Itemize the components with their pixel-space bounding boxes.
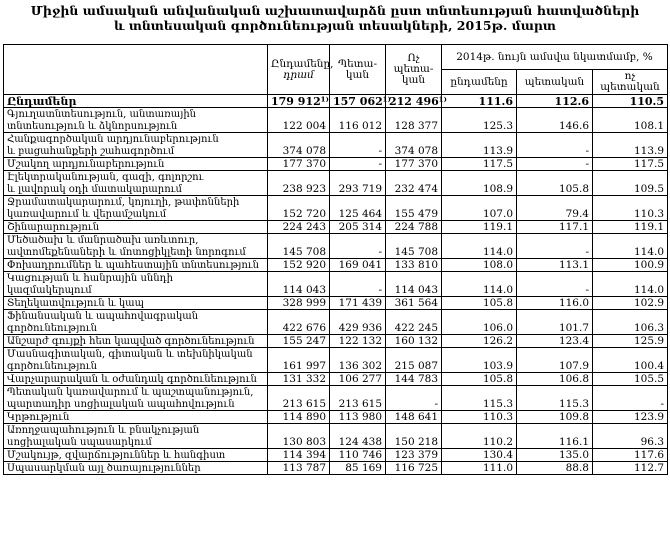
cell-p-total: 115.3 <box>442 386 517 411</box>
row-label-line: Էլեկտրականության, գազի, գոլորշու <box>7 172 204 183</box>
row-label <box>4 373 268 386</box>
row-label-line: և լավորակ օդի մատակարարում <box>7 183 182 195</box>
row-label-line: Ֆինանսական և ապահովագրական <box>7 311 199 322</box>
row-label <box>4 386 268 411</box>
cell-p-total: 105.8 <box>442 297 517 310</box>
subheader-state: պետական <box>517 70 593 95</box>
row-label <box>4 196 268 221</box>
table-row <box>4 171 668 196</box>
cell-state: 122 132 <box>330 335 386 348</box>
row-label-line: Ընդամենը <box>7 94 77 108</box>
subheader-nonstate: ոչ պետական <box>593 70 668 95</box>
cell-total: 122 004 <box>268 108 330 133</box>
row-label-line: Վարչարարական և օժանդակ գործունեություն <box>7 373 257 385</box>
page-title <box>0 0 670 40</box>
row-label-line: գործունեություն <box>7 360 97 372</box>
row-label-line: Կացության և հանրային սննդի <box>7 273 173 284</box>
cell-p-state: 109.8 <box>517 411 593 424</box>
cell-nonstate: 422 245 <box>386 310 442 335</box>
cell-p-nonstate: 117.6 <box>593 449 668 462</box>
cell-total: 177 370 <box>268 158 330 171</box>
cell-p-total: 114.0 <box>442 234 517 259</box>
cell-total: 179 912¹⁾ <box>268 95 330 108</box>
cell-nonstate: - <box>386 386 442 411</box>
row-label-line: և բացահանքերի շահագործում <box>7 145 175 157</box>
row-label <box>4 158 268 171</box>
cell-total: 238 923 <box>268 171 330 196</box>
table-row <box>4 272 668 297</box>
row-label-line: ավտոմեքենաների և մոտոցիկլետի նորոգում <box>7 246 246 258</box>
cell-p-state: 105.8 <box>517 171 593 196</box>
table-row <box>4 158 668 171</box>
cell-total: 224 243 <box>268 221 330 234</box>
cell-nonstate: 374 078 <box>386 133 442 158</box>
cell-state: 213 615 <box>330 386 386 411</box>
cell-p-state: 123.4 <box>517 335 593 348</box>
cell-p-state: 113.1 <box>517 259 593 272</box>
cell-state: 110 746 <box>330 449 386 462</box>
cell-nonstate: 224 788 <box>386 221 442 234</box>
table-row <box>4 373 668 386</box>
header-nonstate: Ոչ պետա- կան <box>386 45 442 95</box>
row-label-line: կառավարում և վերամշակում <box>7 208 167 220</box>
cell-p-total: 110.3 <box>442 411 517 424</box>
cell-p-nonstate: 108.1 <box>593 108 668 133</box>
cell-p-nonstate: 112.7 <box>593 462 668 475</box>
table-row <box>4 424 668 449</box>
title-line-2: և տնտեսական գործունեության տեսակների, 2015թ. մարտ <box>114 18 556 33</box>
cell-p-state: - <box>517 158 593 171</box>
cell-p-total: 108.0 <box>442 259 517 272</box>
row-label <box>4 424 268 449</box>
cell-p-nonstate: 114.0 <box>593 234 668 259</box>
title-line-1: Միջին ամսական անվանական աշխատավարձն ըստ տնտեսության հատվածների <box>30 3 640 18</box>
cell-nonstate: 155 479 <box>386 196 442 221</box>
row-label-line: Մշակող արդյունաբերություն <box>7 158 165 170</box>
cell-p-total: 107.0 <box>442 196 517 221</box>
cell-p-nonstate: 117.5 <box>593 158 668 171</box>
cell-nonstate: 116 725 <box>386 462 442 475</box>
cell-total: 155 247 <box>268 335 330 348</box>
cell-state: 429 936 <box>330 310 386 335</box>
cell-p-total: 130.4 <box>442 449 517 462</box>
cell-nonstate: 212 496¹⁾ <box>386 95 442 108</box>
cell-total: 130 803 <box>268 424 330 449</box>
cell-state: 136 302 <box>330 348 386 373</box>
cell-nonstate: 177 370 <box>386 158 442 171</box>
cell-state: 171 439 <box>330 297 386 310</box>
cell-p-total: 119.1 <box>442 221 517 234</box>
row-label <box>4 108 268 133</box>
cell-nonstate: 145 708 <box>386 234 442 259</box>
cell-total: 152 720 <box>268 196 330 221</box>
cell-state: 125 464 <box>330 196 386 221</box>
cell-nonstate: 144 783 <box>386 373 442 386</box>
table-row <box>4 234 668 259</box>
cell-state: 293 719 <box>330 171 386 196</box>
row-label <box>4 171 268 196</box>
row-label <box>4 259 268 272</box>
cell-nonstate: 148 641 <box>386 411 442 424</box>
cell-total: 114 043 <box>268 272 330 297</box>
table-row <box>4 449 668 462</box>
cell-p-state: - <box>517 272 593 297</box>
cell-p-nonstate: 102.9 <box>593 297 668 310</box>
table-row <box>4 411 668 424</box>
cell-p-state: 115.3 <box>517 386 593 411</box>
cell-p-total: 114.0 <box>442 272 517 297</box>
cell-p-total: 106.0 <box>442 310 517 335</box>
table-row <box>4 310 668 335</box>
table-row-total <box>4 95 668 108</box>
cell-total: 114 890 <box>268 411 330 424</box>
cell-state: - <box>330 133 386 158</box>
cell-p-state: 107.9 <box>517 348 593 373</box>
row-label-line: Հանքագործական արդյունաբերություն <box>7 134 219 145</box>
row-label-line: Մասնագիտական, գիտական և տեխնիկական <box>7 349 253 360</box>
row-label-line: Առողջապահություն և բնակչության <box>7 425 200 436</box>
header-total: Ընդամենը, դրամ <box>268 45 330 95</box>
cell-p-state: 135.0 <box>517 449 593 462</box>
row-label <box>4 449 268 462</box>
cell-nonstate: 123 379 <box>386 449 442 462</box>
cell-p-total: 126.2 <box>442 335 517 348</box>
row-label-line: պարտադիր սոցիալական ապահովություն <box>7 398 235 410</box>
cell-p-state: 146.6 <box>517 108 593 133</box>
table-header <box>4 45 668 95</box>
cell-p-nonstate: 106.3 <box>593 310 668 335</box>
row-label <box>4 95 268 108</box>
cell-total: 328 999 <box>268 297 330 310</box>
cell-p-total: 111.0 <box>442 462 517 475</box>
cell-state: 106 277 <box>330 373 386 386</box>
cell-p-total: 105.8 <box>442 373 517 386</box>
cell-p-nonstate: 119.1 <box>593 221 668 234</box>
cell-p-total: 103.9 <box>442 348 517 373</box>
row-label <box>4 411 268 424</box>
cell-p-nonstate: 110.3 <box>593 196 668 221</box>
cell-total: 113 787 <box>268 462 330 475</box>
wage-table <box>3 44 668 475</box>
table-row <box>4 462 668 475</box>
row-label-line: սոցիալական սպասարկում <box>7 436 152 448</box>
row-label-line: տնտեսություն և ձկնորսություն <box>7 120 178 132</box>
cell-p-nonstate: 100.4 <box>593 348 668 373</box>
row-label <box>4 234 268 259</box>
cell-p-state: 101.7 <box>517 310 593 335</box>
header-activity <box>4 45 268 95</box>
row-label <box>4 348 268 373</box>
cell-p-nonstate: - <box>593 386 668 411</box>
cell-p-nonstate: 114.0 <box>593 272 668 297</box>
cell-state: 205 314 <box>330 221 386 234</box>
cell-state: 113 980 <box>330 411 386 424</box>
cell-p-state: 116.0 <box>517 297 593 310</box>
row-label-line: Անշարժ գույքի հետ կապված գործունեություն <box>7 335 255 347</box>
cell-p-nonstate: 100.9 <box>593 259 668 272</box>
cell-state: 169 041 <box>330 259 386 272</box>
table-row <box>4 297 668 310</box>
table-row <box>4 221 668 234</box>
cell-p-state: 112.6 <box>517 95 593 108</box>
table-row <box>4 196 668 221</box>
cell-p-nonstate: 96.3 <box>593 424 668 449</box>
cell-p-state: 88.8 <box>517 462 593 475</box>
cell-p-total: 125.3 <box>442 108 517 133</box>
row-label-line: Սպասարկման այլ ծառայություններ <box>7 462 201 474</box>
cell-total: 422 676 <box>268 310 330 335</box>
cell-p-state: 79.4 <box>517 196 593 221</box>
cell-p-nonstate: 113.9 <box>593 133 668 158</box>
cell-state: 85 169 <box>330 462 386 475</box>
cell-nonstate: 361 564 <box>386 297 442 310</box>
row-label <box>4 221 268 234</box>
table-row <box>4 348 668 373</box>
cell-p-nonstate: 110.5 <box>593 95 668 108</box>
subheader-total: ընդամենը <box>442 70 517 95</box>
row-label-line: Ջրամատակարարում, կոյուղի, թափոնների <box>7 197 240 208</box>
cell-total: 213 615 <box>268 386 330 411</box>
row-label-line: Շինարարություն <box>7 221 100 233</box>
row-label <box>4 310 268 335</box>
header-state: Պետա- կան <box>330 45 386 95</box>
cell-p-total: 108.9 <box>442 171 517 196</box>
row-label-line: Մշակույթ, զվարճություններ և հանգիստ <box>7 449 226 461</box>
cell-total: 131 332 <box>268 373 330 386</box>
row-label <box>4 297 268 310</box>
table-row <box>4 108 668 133</box>
table-row <box>4 133 668 158</box>
cell-nonstate: 215 087 <box>386 348 442 373</box>
cell-nonstate: 114 043 <box>386 272 442 297</box>
row-label-line: Կրթություն <box>7 411 70 423</box>
cell-p-nonstate: 109.5 <box>593 171 668 196</box>
cell-p-total: 117.5 <box>442 158 517 171</box>
row-label <box>4 335 268 348</box>
cell-nonstate: 232 474 <box>386 171 442 196</box>
row-label-line: Պետական կառավարում և պաշտպանություն, <box>7 387 254 398</box>
row-label-line: Մեծածախ և մանրածախ առևտուր, <box>7 235 199 246</box>
cell-total: 152 920 <box>268 259 330 272</box>
cell-nonstate: 150 218 <box>386 424 442 449</box>
cell-state: 116 012 <box>330 108 386 133</box>
cell-p-total: 110.2 <box>442 424 517 449</box>
header-2014-group: 2014թ. նույն ամսվա նկատմամբ, % <box>442 45 668 70</box>
cell-state: 124 438 <box>330 424 386 449</box>
cell-total: 145 708 <box>268 234 330 259</box>
cell-total: 114 394 <box>268 449 330 462</box>
cell-nonstate: 160 132 <box>386 335 442 348</box>
row-label-line: Փոխադրումներ և պահեստային տնտեսություն <box>7 259 260 271</box>
table-row <box>4 335 668 348</box>
table-body <box>4 95 668 475</box>
row-label-line: Տեղեկատվություն և կապ <box>7 297 145 309</box>
cell-p-total: 111.6 <box>442 95 517 108</box>
cell-p-state: 117.1 <box>517 221 593 234</box>
cell-total: 161 997 <box>268 348 330 373</box>
cell-p-nonstate: 125.9 <box>593 335 668 348</box>
cell-p-state: 106.8 <box>517 373 593 386</box>
cell-p-nonstate: 123.9 <box>593 411 668 424</box>
cell-state: 157 062¹⁾ <box>330 95 386 108</box>
row-label-line: կազմակերպում <box>7 284 92 296</box>
row-label <box>4 272 268 297</box>
cell-p-state: - <box>517 133 593 158</box>
cell-p-total: 113.9 <box>442 133 517 158</box>
cell-nonstate: 133 810 <box>386 259 442 272</box>
cell-p-state: - <box>517 234 593 259</box>
cell-nonstate: 128 377 <box>386 108 442 133</box>
row-label <box>4 462 268 475</box>
cell-p-nonstate: 105.5 <box>593 373 668 386</box>
row-label-line: Գյուղատնտեսություն, անտառային <box>7 109 197 120</box>
cell-state: - <box>330 234 386 259</box>
cell-total: 374 078 <box>268 133 330 158</box>
cell-state: - <box>330 158 386 171</box>
table-row <box>4 386 668 411</box>
cell-state: - <box>330 272 386 297</box>
table-row <box>4 259 668 272</box>
cell-p-state: 116.1 <box>517 424 593 449</box>
row-label-line: գործունեություն <box>7 322 97 334</box>
row-label <box>4 133 268 158</box>
